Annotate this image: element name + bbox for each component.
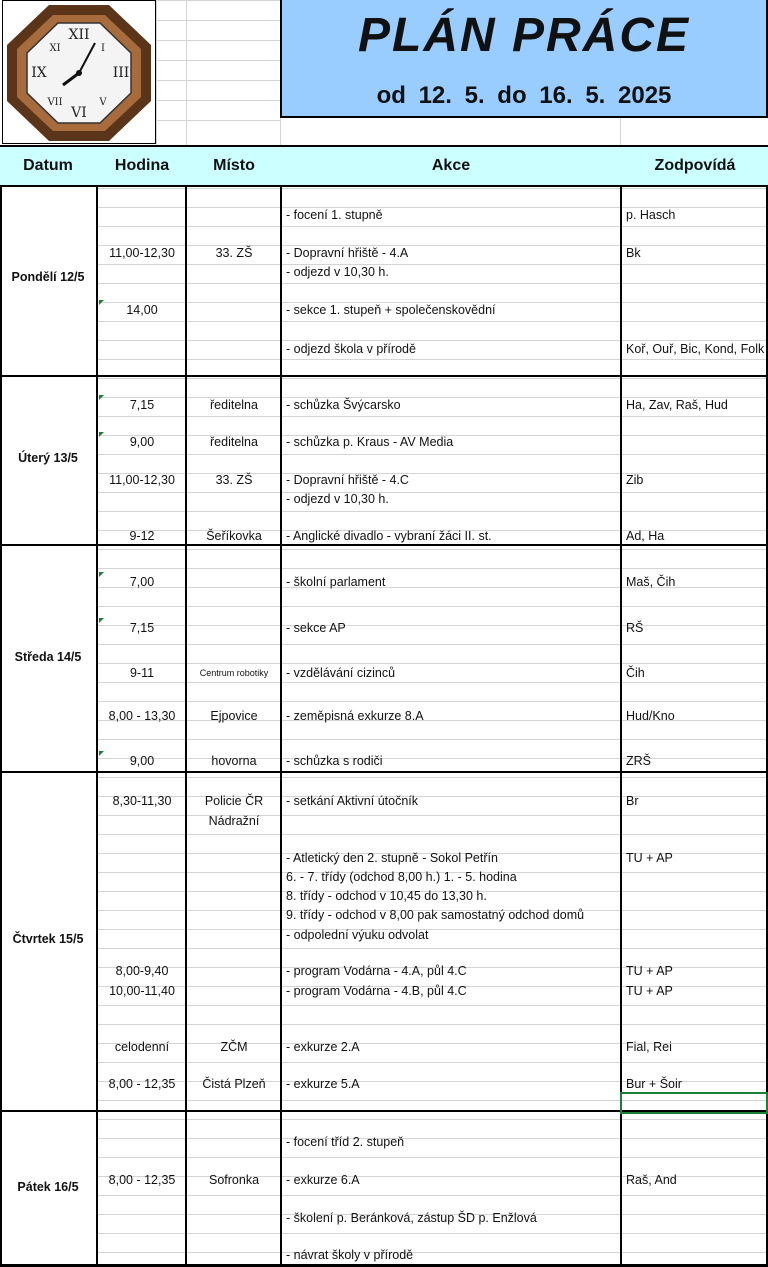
column-header-datum[interactable]: Datum xyxy=(23,157,73,174)
cell-hodina[interactable]: 8,00 - 12,35 xyxy=(108,1077,176,1091)
cell-akce[interactable]: - návrat školy v přírodě xyxy=(286,1248,414,1262)
cell-akce[interactable]: - exkurze 6.A xyxy=(286,1173,360,1187)
cell-zodpovida[interactable]: TU + AP xyxy=(626,964,673,978)
row-border xyxy=(0,375,768,377)
cell-akce[interactable]: - zeměpisná exkurze 8.A xyxy=(286,709,424,723)
cell-akce[interactable]: - exkurze 2.A xyxy=(286,1040,360,1054)
column-header-misto[interactable]: Místo xyxy=(213,157,255,174)
cell-hodina[interactable]: 8,30-11,30 xyxy=(112,794,172,808)
cell-zodpovida[interactable]: Maš, Čih xyxy=(626,575,676,589)
cell-zodpovida[interactable]: Hud/Kno xyxy=(626,709,675,723)
cell-hodina[interactable]: 11,00-12,30 xyxy=(109,246,175,260)
cell-akce[interactable]: - odjezd škola v přírodě xyxy=(286,342,416,356)
row-border xyxy=(0,771,768,773)
gridline xyxy=(156,100,280,101)
cell-zodpovida[interactable]: p. Hasch xyxy=(626,208,676,222)
cell-akce[interactable]: - školení p. Beránková, zástup ŠD p. Enžlová xyxy=(286,1211,537,1225)
cell-akce[interactable]: - Atletický den 2. stupně - Sokol Petřín xyxy=(286,851,498,865)
title-box xyxy=(280,0,768,118)
page-title: PLÁN PRÁCE xyxy=(357,9,691,62)
cell-akce[interactable]: 8. třídy - odchod v 10,45 do 13,30 h. xyxy=(286,889,487,903)
gridline xyxy=(97,1119,768,1120)
day-label: Středa 14/5 xyxy=(14,650,82,664)
cell-akce[interactable]: 9. třídy - odchod v 8,00 pak samostatný odchod domů xyxy=(286,908,585,922)
cell-hodina[interactable]: 8,00-9,40 xyxy=(115,964,169,978)
gridline xyxy=(97,701,768,702)
cell-hodina[interactable]: 7,00 xyxy=(129,575,155,589)
date-range: od 12. 5. do 16. 5. 2025 xyxy=(376,82,672,109)
cell-akce[interactable]: - schůzka Švýcarsko xyxy=(286,398,401,412)
cell-misto[interactable]: Šeříkovka xyxy=(206,529,262,543)
day-label: Pondělí 12/5 xyxy=(11,270,85,284)
cell-akce[interactable]: - focení 1. stupně xyxy=(286,208,383,222)
gridline xyxy=(97,644,768,645)
selected-cell[interactable] xyxy=(620,1092,768,1114)
gridline xyxy=(97,283,768,284)
cell-hodina[interactable]: celodenní xyxy=(114,1040,170,1054)
cell-akce[interactable]: - Anglické divadlo - vybraní žáci II. st. xyxy=(286,529,492,543)
gridline xyxy=(97,1195,768,1196)
gridline xyxy=(97,549,768,550)
cell-zodpovida[interactable]: Ha, Zav, Raš, Hud xyxy=(626,398,728,412)
cell-misto[interactable]: ZČM xyxy=(220,1040,248,1054)
gridline xyxy=(97,1157,768,1158)
gridline xyxy=(186,0,187,147)
cell-zodpovida[interactable]: ZRŠ xyxy=(626,754,651,768)
cell-hodina[interactable]: 11,00-12,30 xyxy=(109,473,175,487)
gridline xyxy=(97,834,768,835)
svg-text:III: III xyxy=(112,65,130,81)
svg-text:V: V xyxy=(99,97,107,108)
cell-akce[interactable]: - odjezd v 10,30 h. xyxy=(286,265,389,279)
cell-akce[interactable]: - exkurze 5.A xyxy=(286,1077,360,1091)
cell-zodpovida[interactable]: Raš, And xyxy=(626,1173,677,1187)
gridline xyxy=(97,777,768,778)
cell-hodina[interactable]: 10,00-11,40 xyxy=(109,984,175,998)
cell-akce[interactable]: - sekce AP xyxy=(286,621,346,635)
column-header-hodina[interactable]: Hodina xyxy=(114,157,170,174)
cell-zodpovida[interactable]: TU + AP xyxy=(626,851,673,865)
column-header-zodpovida[interactable]: Zodpovídá xyxy=(654,157,736,174)
gridline xyxy=(97,454,768,455)
cell-misto[interactable]: Ejpovice xyxy=(210,709,258,723)
cell-akce[interactable]: - setkání Aktivní útočník xyxy=(286,794,419,808)
cell-hodina[interactable]: 7,15 xyxy=(129,398,155,412)
cell-misto[interactable]: Sofronka xyxy=(208,1173,260,1187)
column-border xyxy=(280,145,282,1267)
svg-text:VII: VII xyxy=(47,97,63,108)
gridline xyxy=(97,682,768,683)
gridline xyxy=(156,20,280,21)
gridline xyxy=(97,359,768,360)
cell-akce[interactable]: - sekce 1. stupeň + společenskovědní xyxy=(286,303,496,317)
cell-zodpovida[interactable]: Bk xyxy=(626,246,641,260)
gridline xyxy=(156,0,280,1)
day-label: Úterý 13/5 xyxy=(18,451,78,465)
clock-logo xyxy=(2,0,156,144)
gridline xyxy=(97,226,768,227)
gridline xyxy=(97,739,768,740)
cell-zodpovida[interactable]: Koř, Ouř, Bic, Kond, Folk xyxy=(626,342,765,356)
cell-akce[interactable]: - program Vodárna - 4.A, půl 4.C xyxy=(286,964,467,978)
cell-zodpovida[interactable]: Ad, Ha xyxy=(626,529,665,543)
svg-text:VI: VI xyxy=(71,105,87,121)
cell-akce[interactable]: - školní parlament xyxy=(286,575,386,589)
gridline xyxy=(97,511,768,512)
gridline xyxy=(97,188,768,189)
gridline xyxy=(97,1233,768,1234)
cell-misto[interactable]: hovorna xyxy=(211,754,257,768)
gridline xyxy=(156,120,280,121)
cell-zodpovida[interactable]: Bur + Šoir xyxy=(626,1077,682,1091)
cell-akce[interactable]: - Dopravní hřiště - 4.A xyxy=(286,246,409,260)
cell-akce[interactable]: - schůzka s rodiči xyxy=(286,754,383,768)
cell-hodina[interactable]: 8,00 - 12,35 xyxy=(108,1173,176,1187)
cell-akce[interactable]: 6. - 7. třídy (odchod 8,00 h.) 1. - 5. hodina xyxy=(286,870,517,884)
cell-hodina[interactable]: 9,00 xyxy=(129,435,155,449)
gridline xyxy=(97,416,768,417)
gridline xyxy=(97,568,768,569)
day-label: Pátek 16/5 xyxy=(17,1180,79,1194)
cell-akce[interactable]: - odjezd v 10,30 h. xyxy=(286,492,389,506)
cell-akce[interactable]: - vzdělávání cizinců xyxy=(286,666,396,680)
column-border xyxy=(0,145,2,1267)
cell-zodpovida[interactable]: Zib xyxy=(626,473,644,487)
cell-akce[interactable]: - program Vodárna - 4.B, půl 4.C xyxy=(286,984,467,998)
cell-misto[interactable]: 33. ZŠ xyxy=(215,246,253,260)
gridline xyxy=(97,1024,768,1025)
cell-zodpovida[interactable]: Fial, Rei xyxy=(626,1040,672,1054)
cell-zodpovida[interactable]: RŠ xyxy=(626,621,644,635)
gridline xyxy=(156,80,280,81)
svg-text:I: I xyxy=(101,43,105,54)
day-label: Čtvrtek 15/5 xyxy=(12,932,84,946)
svg-text:IX: IX xyxy=(31,65,47,81)
cell-hodina[interactable]: 14,00 xyxy=(126,303,158,317)
svg-text:XII: XII xyxy=(68,27,90,43)
cell-hodina[interactable]: 9,00 xyxy=(129,754,155,768)
cell-zodpovida[interactable]: TU + AP xyxy=(626,984,673,998)
cell-hodina[interactable]: 7,15 xyxy=(129,621,155,635)
cell-hodina[interactable]: 9-11 xyxy=(129,666,155,680)
cell-misto[interactable]: Nádražní xyxy=(208,814,260,828)
gridline xyxy=(97,378,768,379)
gridline xyxy=(156,60,280,61)
gridline xyxy=(97,1062,768,1063)
cell-misto[interactable]: Policie ČR xyxy=(204,794,264,808)
gridline xyxy=(97,948,768,949)
cell-akce[interactable]: - Dopravní hřiště - 4.C xyxy=(286,473,409,487)
column-header-akce[interactable]: Akce xyxy=(431,157,471,174)
cell-hodina[interactable]: 8,00 - 13,30 xyxy=(108,709,176,723)
cell-hodina[interactable]: 9-12 xyxy=(129,529,155,543)
gridline xyxy=(156,40,280,41)
cell-akce[interactable]: - focení tříd 2. stupeň xyxy=(286,1135,405,1149)
cell-misto[interactable]: 33. ZŠ xyxy=(215,473,253,487)
cell-misto[interactable]: Centrum robotiky xyxy=(199,668,269,678)
gridline xyxy=(156,0,157,147)
gridline xyxy=(97,606,768,607)
cell-misto[interactable]: ředitelna xyxy=(210,435,258,449)
cell-akce[interactable]: - schůzka p. Kraus - AV Media xyxy=(286,435,454,449)
cell-zodpovida[interactable]: Čih xyxy=(626,666,645,680)
cell-akce[interactable]: - odpolední výuku odvolat xyxy=(286,928,429,942)
gridline xyxy=(97,321,768,322)
cell-misto[interactable]: ředitelna xyxy=(210,398,258,412)
cell-zodpovida[interactable]: Br xyxy=(626,794,639,808)
gridline xyxy=(97,1005,768,1006)
cell-misto[interactable]: Čistá Plzeň xyxy=(202,1077,266,1091)
svg-text:XI: XI xyxy=(49,43,61,54)
